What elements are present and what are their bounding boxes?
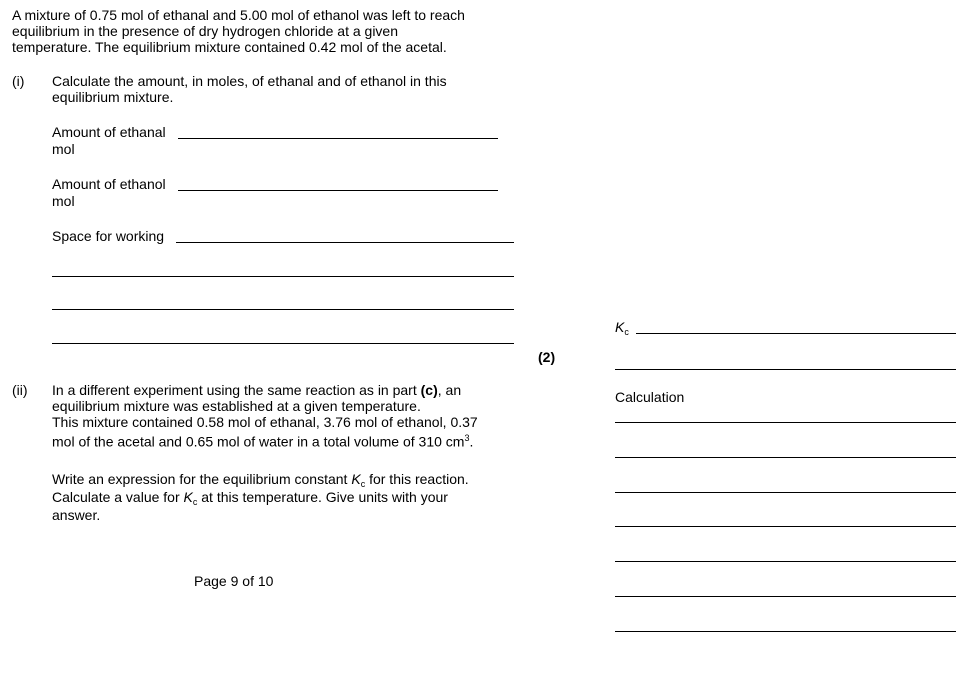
- intro-line-1: A mixture of 0.75 mol of ethanal and 5.00 mol of ethanol was left to reach: [12, 7, 465, 23]
- part-ii-label: (ii): [12, 382, 28, 398]
- working-line-4[interactable]: [52, 343, 514, 344]
- ethanol-answer-line[interactable]: [178, 190, 498, 191]
- page-footer: Page 9 of 10: [194, 573, 274, 589]
- intro-paragraph: [12, 7, 532, 55]
- cm-cubed-sup: 3: [464, 433, 470, 443]
- part-i-label: (i): [12, 73, 25, 89]
- intro-line-2: equilibrium in the presence of dry hydrogen chloride at a given: [12, 23, 399, 39]
- part-ii-line-4: mol of the acetal and 0.65 mol of water in a total volume of 310 $cm^3$.: [52, 433, 474, 450]
- calc-line-7[interactable]: [615, 631, 956, 632]
- page-total: 10: [257, 573, 274, 589]
- ethanal-unit: mol: [52, 141, 75, 157]
- kc-symbol: $K_c$: [183, 489, 198, 507]
- part-i-marks: (2): [538, 349, 556, 365]
- part-i-question: [52, 73, 522, 105]
- calc-line-2[interactable]: [615, 457, 956, 458]
- calc-line-6[interactable]: [615, 596, 956, 597]
- calc-line-3[interactable]: [615, 492, 956, 493]
- part-i-line-1: Calculate the amount, in moles, of ethanal and of ethanol in this: [52, 73, 447, 89]
- kc-answer-label: $K_c$: [615, 319, 629, 337]
- part-i-line-2: equilibrium mixture.: [52, 89, 174, 105]
- calc-line-5[interactable]: [615, 561, 956, 562]
- page-number: 9: [230, 573, 239, 589]
- ethanal-answer-line[interactable]: [178, 138, 498, 139]
- working-label: Space for working: [52, 228, 165, 244]
- ethanol-unit: mol: [52, 193, 75, 209]
- calculation-label: Calculation: [615, 389, 685, 405]
- intro-line-3: temperature. The equilibrium mixture contained 0.42 mol of the acetal.: [12, 39, 447, 55]
- right-line-1[interactable]: [615, 369, 956, 370]
- working-line-1[interactable]: [176, 242, 514, 243]
- part-c-ref: (c): [420, 382, 438, 398]
- ethanol-amount-label: Amount of ethanol: [52, 176, 166, 192]
- part-ii-question: [52, 382, 522, 450]
- part-ii-line-7: answer.: [52, 507, 101, 523]
- part-ii-line-2: equilibrium mixture was established at a given temperature.: [52, 398, 421, 414]
- part-ii-line-3: This mixture contained 0.58 mol of ethanal, 3.76 mol of ethanol, 0.37: [52, 414, 478, 430]
- ethanal-amount-label: Amount of ethanal: [52, 124, 166, 140]
- part-ii-line-5: Write an expression for the equilibrium constant $K_c$ for this reaction.: [52, 471, 469, 489]
- working-line-3[interactable]: [52, 309, 514, 310]
- part-ii-line-1: In a different experiment using the same reaction as in part (c), an: [52, 382, 462, 398]
- kc-answer-line[interactable]: [636, 333, 956, 334]
- part-ii-line-6: Calculate a value for $K_c$ at this temperature. Give units with your: [52, 489, 448, 507]
- kc-symbol: $K_c$: [351, 471, 366, 489]
- working-line-2[interactable]: [52, 276, 514, 277]
- part-ii-instructions: [52, 471, 522, 523]
- calc-line-1[interactable]: [615, 422, 956, 423]
- calc-line-4[interactable]: [615, 526, 956, 527]
